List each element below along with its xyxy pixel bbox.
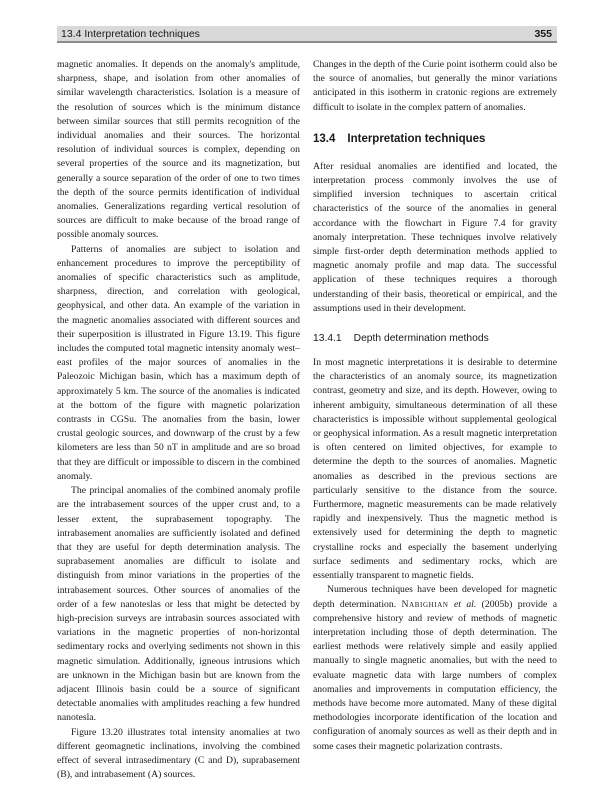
page-number: 355 bbox=[534, 27, 552, 40]
running-title: 13.4 Interpretation techniques bbox=[61, 27, 200, 40]
paragraph bbox=[313, 583, 557, 753]
subsection-title: Depth determination methods bbox=[353, 333, 489, 345]
section-heading bbox=[313, 132, 557, 146]
paragraph: magnetic anomalies. It depends on the anomaly's amplitude, sharpness, shape, and isolation from other anomalies of similar wavelength characteristics. Isolation is a measure of the resolution of sources which is the minimum distance between similar sources that still permits recognition of the individual anomalies and their sources. The horizontal resolution of individual sources is complex, depending on several properties of the source and its magnetization, but generally a source separation of the order of one to two times the depth of the source permits identification of individual anomalies. Generalizations regarding vertical resolution of sources are difficult to make because of the broad range of possible anomaly sources. bbox=[57, 59, 300, 241]
section-number: 13.4 bbox=[313, 132, 336, 145]
paragraph: In most magnetic interpretations it is desirable to determine the characteristics of an anomaly source, its magnetization contrast, geometry and size, and its depth. However, owing to inherent ambiguity, simultaneous determination of all these characteristics is impossible without supplemental geological or geophysical information. As a result magnetic interpretation is often centered on limited objectives, for example to determine the depth to the sources of anomalies. Magnetic anomalies as described in the previous sections are particularly sensitive to the distance from the source. Furthermore, magnetic measurements can be made relatively rapidly and inexpensively. Thus the magnetic method is extensively used for determining the depth to magnetic crystalline rocks and especially the basement underlying surface sediments and sedimentary rocks, which are essentially transparent to magnetic fields. bbox=[313, 357, 557, 582]
citation-etal: et al. bbox=[453, 598, 477, 610]
paragraph: Patterns of anomalies are subject to isolation and enhancement procedures to improve the perceptibility of anomalies of specific characteristics such as amplitude, sharpness, direction, and correlation with geological, geophysical, and other data. An example of the variation in the magnetic anomalies associated with different sources and their superposition is illustrated in Figure 13.19. This figure includes the computed total magnetic intensity anomaly west–east profiles of the major sources of anomalies in the Paleozoic Michigan basin, which has a maximum depth of approximately 5 km. The source of the anomalies is indicated at the bottom of the figure with magnetic polarization contrasts in CGSu. The anomalies from the basin, lower crustal geologic sources, and downwarp of the crust by a few kilometers are less than 50 nT in amplitude and are so broad that they are difficult or impossible to discern in the combined anomaly. bbox=[57, 243, 300, 482]
paragraph: After residual anomalies are identified and located, the interpretation process commonly involves the use of simplified inversion techniques to ascertain critical characteristics of the source of the anomalies in general accordance with the flowchart in Figure 7.4 for gravity anomaly interpretation. These techniques involve relatively simple first-order depth determination methods applied to magnetic anomaly profile and map data. The successful application of these techniques requires a thorough understanding of their basis, theoretical or empirical, and the assumptions used in their development. bbox=[313, 160, 557, 314]
paragraph-text: Numerous techniques have been developed for magnetic depth determination. bbox=[313, 584, 557, 610]
paragraph: Changes in the depth of the Curie point isotherm could also be the source of anomalies, but generally the minor variations anticipated in this isotherm in cratonic regions are extremely difficult to isolate in the complex pattern of anomalies. bbox=[313, 59, 557, 113]
paragraph: Figure 13.20 illustrates total intensity anomalies at two different geomagnetic inclinations, involving the combined effect of several intrasedimentary (C and D), suprabasement (B), and intrabasement (A) sources. bbox=[57, 726, 300, 781]
paragraph: The principal anomalies of the combined anomaly profile are the intrabasement sources of the upper crust and, to a lesser extent, the suprabasement topography. The intrabasement anomalies are sufficiently isolated and defined that they are useful for depth determination analysis. The suprabasement anomalies are difficult to isolate and distinguish from minor variations in the properties of the intrabasement sources. Other sources of anomalies of the order of a few nanoteslas or less that might be detected by high-precision surveys are intrabasin sources associated with variations in the magnetic properties of non-horizontal sedimentary rocks and overlying sediments not shown in this magnetic simulation. Additionally, igneous intrusions which are unknown in the Michigan basin but are known from the adjacent Illinois basin could be a source of significant detectable anomalies with amplitudes reaching a few hundred nanotesla. bbox=[57, 485, 300, 724]
subsection-heading bbox=[313, 332, 557, 346]
citation-author: Nabighian bbox=[401, 598, 449, 610]
subsection-number: 13.4.1 bbox=[313, 333, 342, 345]
running-header bbox=[57, 26, 557, 43]
paragraph-text: (2005b) provide a comprehensive history and review of methods of magnetic interpretation including those of depth determination. The earliest methods were relatively simple and easily applied manually to single magnetic anomalies, but with the need to evaluate magnetic data with large numbers of complex anomalies and improvements in computation efficiency, the methods have become more automated. Many of these digital methodologies incorporate identification of the location and configuration of anomaly sources as well as their depth and in some cases their magnetic polarization contrasts. bbox=[313, 598, 558, 752]
section-title: Interpretation techniques bbox=[347, 132, 486, 145]
left-column bbox=[57, 58, 300, 782]
right-column bbox=[313, 58, 557, 754]
